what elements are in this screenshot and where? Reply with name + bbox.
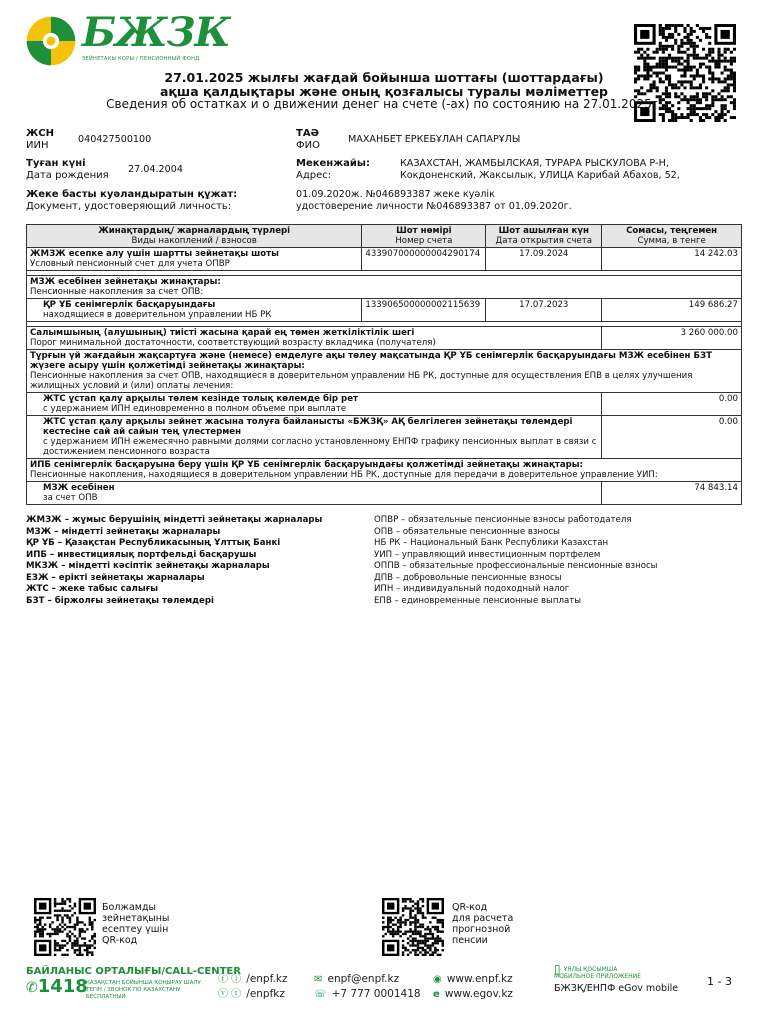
fio-value: МАХАНБЕТ ЕРКЕБҰЛАН САПАРҰЛЫ [348, 134, 521, 145]
table-row: МЗЖ есебінен зейнетақы жинақтары: Пенсионные накопления за счет ОПВ: [27, 276, 742, 299]
whatsapp-link[interactable]: ☏ +7 777 0001418 [314, 988, 421, 1000]
doc-value-ru: удостоверение личности №046893387 от 01.09.2020г. [296, 201, 572, 212]
table-row: Салымшының (алушының) тиісті жасына қарай ең төмен жеткіліктілік шегі Порог минимальной достаточности, соответствующий возрасту вкладчика (получателя) 3 260 000.00 [27, 327, 742, 350]
doc-value-kz: 01.09.2020ж. №046893387 жеке куәлік [296, 189, 495, 200]
abbreviations-kz: ЖМЗЖ – жұмыс берушінің міндетті зейнетақы жарналары МЗЖ – міндетті зейнетақы жарналары ҚР ҰБ – Қазақстан Республикасының Ұлттық Банкі ИПБ – инвестициялық портфельді басқарушы МКЗЖ – міндетті кәсіптік зейнетақы жарналары ЕЗЖ – ерікті зейнетақы жарналары ЖТС – жеке табыс салығы БЗТ – біржолғы зейнетақы төлемдері [26, 515, 323, 606]
qr-code-icon [382, 898, 444, 956]
site-link[interactable]: ◉ www.enpf.kz [433, 973, 513, 985]
callcenter-number: ✆1418 [26, 976, 88, 997]
column-header: Сомасы, теңгемен Сумма, в тенге [602, 225, 742, 248]
fio-label-kz: ТАӘ [296, 128, 320, 139]
table-row: ЖТС ұстап қалу арқылы төлем кезінде толық көлемде бір рет с удержанием ИПН единовременно в полном объеме при выплате 0.00 [27, 393, 742, 416]
iin-value: 040427500100 [78, 134, 152, 145]
callcenter-label: БАЙЛАНЫС ОРТАЛЫҒЫ/CALL-CENTER [26, 966, 241, 977]
column-header: Шот ашылған күн Дата открытия счета [486, 225, 602, 248]
table-header-row [27, 225, 742, 248]
globe-icon: ◉ [433, 974, 442, 985]
qr2-caption: QR-код для расчета прогнозной пенсии [452, 902, 514, 946]
enpf-logo-icon [24, 14, 78, 68]
doc-label-kz: Жеке басты куәландыратын құжат: [26, 189, 238, 200]
table-row: ИПБ сенімгерлік басқаруына беру үшін ҚР ҰБ сенімгерлік басқаруындағы қолжетімді зейнетақы жинақтары: Пенсионные накопления, находящиеся в доверительном управлении НБ РК, доступные для передачи в доверительное управление УИП: [27, 459, 742, 482]
logo-wordmark: БЖЗК [82, 9, 230, 56]
column-header: Шот нөмірі Номер счета [362, 225, 486, 248]
table-row: ЖТС ұстап қалу арқылы зейнет жасына толуға байланысты «БЖЗҚ» АҚ белгілеген зейнетақы төлемдері кестесіне сай ай сайын тең үлестермен с удержанием ИПН ежемесячно равными долями согласно установленному ЕНПФ графику пенсионных выплат в связи с достижением пенсионного возраста 0.00 [27, 416, 742, 459]
iin-label-kz: ЖСН [26, 128, 54, 139]
address-line-2: Кокдоненский, Жаксылык, УЛИЦА Карибай Абахов, 52, [400, 170, 680, 181]
facebook-link[interactable]: ⓕ ⓘ /enpf.kz [218, 973, 288, 985]
phone-icon: ✆ [26, 980, 38, 996]
table-row: ҚР ҰБ сенімгерлік басқаруындағы находящиеся в доверительном управлении НБ РК 133906500000002115639 17.07.2023 149 686.27 [27, 299, 742, 322]
qr1-caption: Болжамды зейнетақыны есептеу үшін QR-код [102, 902, 170, 946]
egov-icon: e [433, 989, 440, 1000]
address-label-kz: Мекенжайы: [296, 158, 370, 169]
vk-link[interactable]: ⓥ ⓣ /enpfkz [218, 988, 285, 1000]
qr-code-icon [34, 898, 96, 956]
table-row: Тұрғын үй жағдайын жақсартуға және (немесе) емделуге ақы төлеу мақсатында ҚР ҰБ сенімгерлік басқаруындағы МЗЖ есебінен БЗТ жүзеге асыру үшін қолжетімді зейнетақы жинақтары: Пенсионные накопления за счет ОПВ, находящиеся в доверительном управлении НБ РК, доступные для осуществления ЕПВ в целях улучшения жилищных условий и (или) оплаты лечения: [27, 350, 742, 393]
email-link[interactable]: ✉ enpf@enpf.kz [314, 973, 400, 985]
phone-app-icon: ▯ [554, 962, 561, 976]
column-header: Жинақтардың/ жарналардың түрлері Виды накоплений / взносов [27, 225, 362, 248]
iin-label-ru: ИИН [26, 140, 49, 151]
egov-link[interactable]: e www.egov.kz [433, 988, 513, 1000]
whatsapp-icon: ☏ [314, 989, 327, 1000]
dob-value: 27.04.2004 [128, 164, 183, 175]
page-number: 1 - 3 [707, 975, 732, 988]
mobile-app-label: ▯ ҰЯЛЫ ҚОСЫМША МОБИЛЬНОЕ ПРИЛОЖЕНИЕ [554, 962, 641, 980]
logo-subtitle: ЗЕЙНЕТАҚЫ КОРЫ / ПЕНСИОННЫЙ ФОНД [82, 56, 200, 62]
facebook-icon: ⓕ ⓘ [218, 974, 242, 985]
fio-label-ru: ФИО [296, 140, 320, 151]
callcenter-note: ҚАЗАҚСТАН БОЙЫНША ҚОҢЫРАУ ШАЛУ ТЕГІН / ЗВОНОК ПО КАЗАХСТАНУ БЕСПЛАТНЫЙ [86, 980, 201, 1000]
page-subtitle: Сведения об остатках и о движении денег на счете (-ах) по состоянию на 27.01.2025г. [106, 97, 662, 111]
vk-icon: ⓥ ⓣ [218, 989, 242, 1000]
table-row: МЗЖ есебінен за счет ОПВ 74 843.14 [27, 482, 742, 505]
dob-label-ru: Дата рождения [26, 170, 109, 181]
abbreviations-ru: ОПВР – обязательные пенсионные взносы работодателя ОПВ – обязательные пенсионные взносы НБ РК – Национальный Банк Республики Казахстан УИП – управляющий инвестиционным портфелем ОППВ – обязательные профессиональные пенсионные взносы ДПВ – добровольные пенсионные взносы ИПН – индивидуальный подоходный налог ЕПВ – единовременные пенсионные выплаты [374, 515, 658, 606]
mail-icon: ✉ [314, 974, 323, 985]
doc-label-ru: Документ, удостоверяющий личность: [26, 201, 232, 212]
mobile-app-names[interactable]: БЖЗҚ/ЕНПФ eGov mobile [554, 983, 679, 994]
page-title: 27.01.2025 жылғы жағдай бойынша шоттағы (шоттардағы) ақша қалдықтары және оның қозғалысы туралы мәліметтер [160, 70, 608, 99]
dob-label-kz: Туған күні [26, 158, 86, 169]
table-row: ЖМЗЖ есепке алу үшін шартты зейнетақы шоты Условный пенсионный счет для учета ОПВР 433907000000004290174 17.09.2024 14 242.03 [27, 248, 742, 271]
address-label-ru: Адрес: [296, 170, 332, 181]
address-line-1: КАЗАХСТАН, ЖАМБЫЛСКАЯ, ТУРАРА РЫСКУЛОВА Р-Н, [400, 158, 669, 169]
accounts-table [26, 224, 742, 505]
